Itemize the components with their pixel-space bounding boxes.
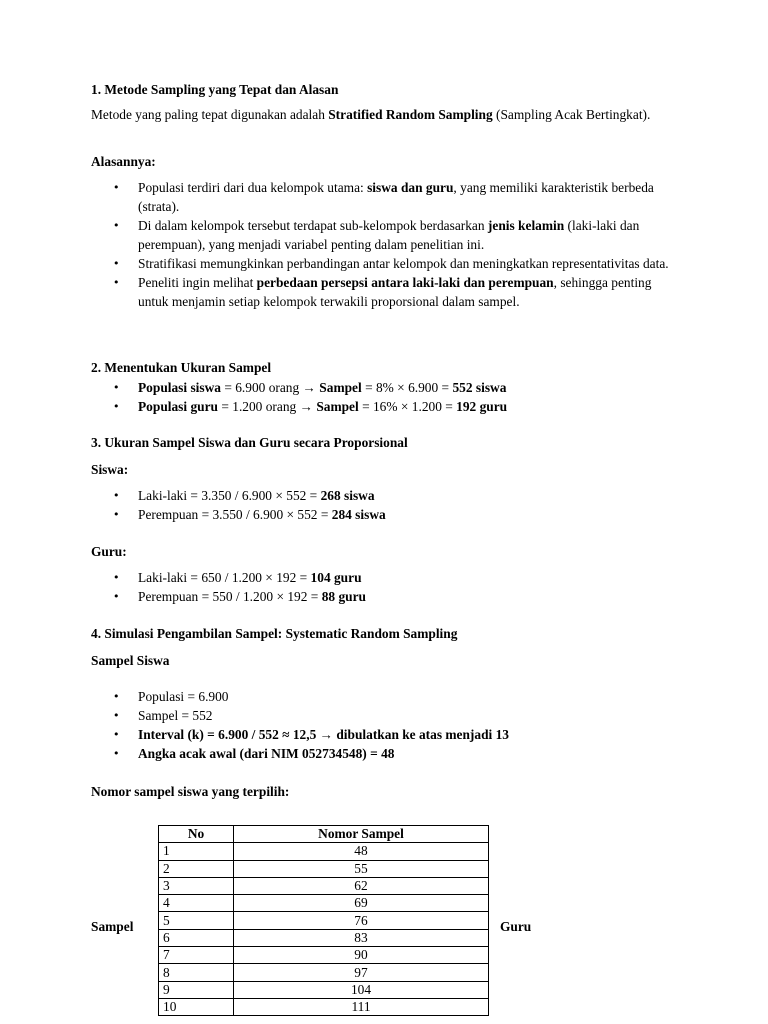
systematic-item: • Sampel = 552	[91, 706, 681, 725]
sample-number-table	[158, 825, 489, 1016]
side-label-sampel: Sampel	[91, 919, 134, 934]
table-cell-no: 1	[159, 843, 234, 860]
selected-label: Nomor sampel siswa yang terpilih:	[91, 784, 290, 799]
table-cell-no: 3	[159, 877, 234, 894]
table-row	[159, 981, 489, 998]
table-row	[159, 929, 489, 946]
table-header-nomor: Nomor Sampel	[234, 826, 489, 843]
guru-item: • Laki-laki = 650 / 1.200 × 192 = 104 guru	[91, 568, 681, 587]
table-cell-no: 8	[159, 964, 234, 981]
reason-item: • Stratifikasi memungkinkan perbandingan antar kelompok dan meningkatkan representativitas data.	[91, 254, 681, 273]
systematic-list	[91, 687, 681, 763]
side-label-guru: Guru	[500, 919, 532, 934]
table-row	[159, 860, 489, 877]
table-cell-nomor: 55	[234, 860, 489, 877]
siswa-list	[91, 486, 681, 524]
section4-heading: 4. Simulasi Pengambilan Sampel: Systematic Random Sampling	[91, 626, 458, 641]
table-cell-no: 7	[159, 947, 234, 964]
table-cell-nomor: 104	[234, 981, 489, 998]
reason-item: • Peneliti ingin melihat perbedaan persepsi antara laki-laki dan perempuan, sehingga penting untuk menjamin setiap kelompok terwakili proporsional dalam sampel.	[91, 273, 681, 311]
table-cell-nomor: 48	[234, 843, 489, 860]
table-cell-nomor: 83	[234, 929, 489, 946]
siswa-item: • Perempuan = 3.550 / 6.900 × 552 = 284 siswa	[91, 505, 681, 524]
section1-intro: Metode yang paling tepat digunakan adalah Stratified Random Sampling (Sampling Acak Bertingkat).	[91, 107, 651, 122]
table-row	[159, 912, 489, 929]
table-row	[159, 947, 489, 964]
guru-label: Guru:	[91, 544, 127, 559]
guru-list	[91, 568, 681, 606]
table-cell-nomor: 111	[234, 998, 489, 1015]
table-row	[159, 964, 489, 981]
table-cell-no: 5	[159, 912, 234, 929]
sample-size-list	[91, 378, 681, 416]
table-cell-nomor: 90	[234, 947, 489, 964]
table-cell-nomor: 76	[234, 912, 489, 929]
section2-heading: 2. Menentukan Ukuran Sampel	[91, 360, 272, 375]
table-cell-nomor: 97	[234, 964, 489, 981]
sampel-siswa-subheading: Sampel Siswa	[91, 653, 170, 668]
table-cell-nomor: 69	[234, 895, 489, 912]
table-cell-no: 9	[159, 981, 234, 998]
section3-heading: 3. Ukuran Sampel Siswa dan Guru secara Proporsional	[91, 435, 408, 450]
table-cell-no: 6	[159, 929, 234, 946]
siswa-label: Siswa:	[91, 462, 129, 477]
systematic-item: • Angka acak awal (dari NIM 052734548) = 48	[91, 744, 681, 763]
reasons-label: Alasannya:	[91, 154, 156, 169]
guru-item: • Perempuan = 550 / 1.200 × 192 = 88 guru	[91, 587, 681, 606]
table-cell-no: 2	[159, 860, 234, 877]
systematic-item: • Interval (k) = 6.900 / 552 ≈ 12,5 → dibulatkan ke atas menjadi 13	[91, 725, 681, 744]
table-cell-nomor: 62	[234, 877, 489, 894]
section1-heading: 1. Metode Sampling yang Tepat dan Alasan	[91, 82, 339, 97]
reasons-list	[91, 178, 681, 311]
reason-item: • Di dalam kelompok tersebut terdapat sub-kelompok berdasarkan jenis kelamin (laki-laki dan perempuan), yang menjadi variabel penting dalam penelitian ini.	[91, 216, 681, 254]
reason-item: • Populasi terdiri dari dua kelompok utama: siswa dan guru, yang memiliki karakteristik berbeda (strata).	[91, 178, 681, 216]
table-row	[159, 895, 489, 912]
table-row	[159, 843, 489, 860]
table-cell-no: 4	[159, 895, 234, 912]
table-header-row	[159, 826, 489, 843]
sample-size-item: • Populasi guru = 1.200 orang → Sampel = 16% × 1.200 = 192 guru	[91, 397, 681, 416]
table-cell-no: 10	[159, 998, 234, 1015]
sample-size-item: • Populasi siswa = 6.900 orang → Sampel = 8% × 6.900 = 552 siswa	[91, 378, 681, 397]
systematic-item: • Populasi = 6.900	[91, 687, 681, 706]
table-header-no: No	[159, 826, 234, 843]
siswa-item: • Laki-laki = 3.350 / 6.900 × 552 = 268 siswa	[91, 486, 681, 505]
table-row	[159, 998, 489, 1015]
table-row	[159, 877, 489, 894]
